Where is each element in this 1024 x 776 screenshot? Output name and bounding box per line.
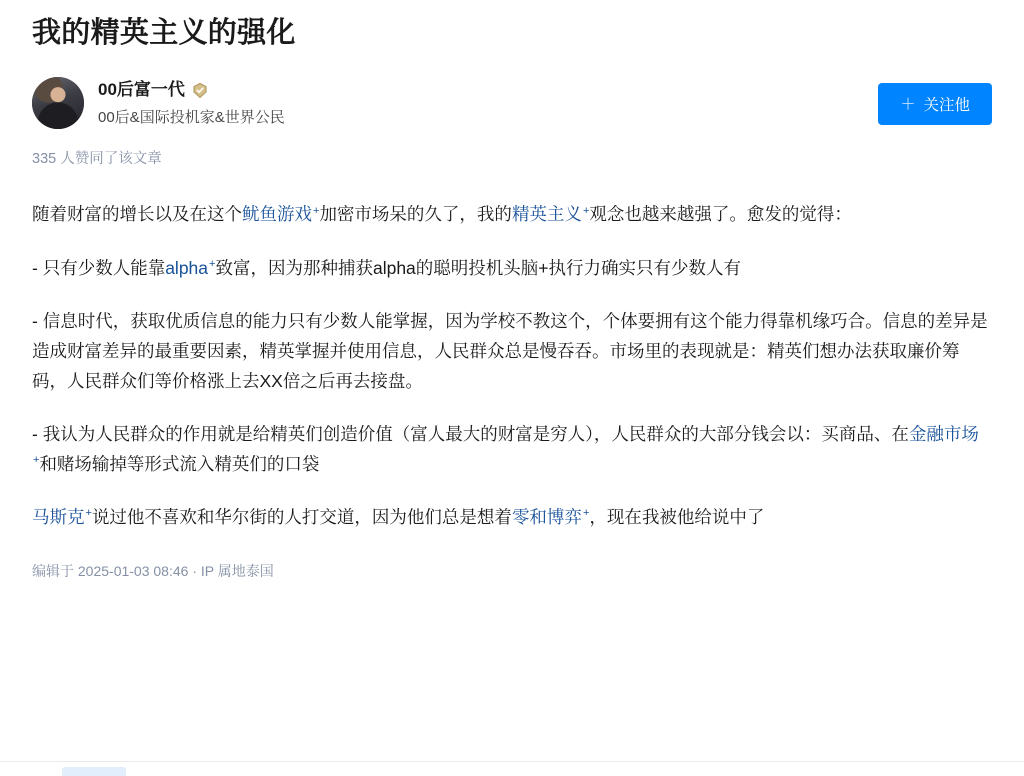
link-financial-market-label: 金融市场 <box>908 423 979 444</box>
p1-text-a: 随着财富的增长以及在这个 <box>32 204 242 225</box>
link-alpha-label: alpha <box>165 257 209 278</box>
link-elitism-label: 精英主义 <box>511 204 582 225</box>
paragraph-2 <box>32 253 992 283</box>
author-bio: 00后&国际投机家&世界公民 <box>98 109 285 127</box>
link-marker-icon: + <box>582 204 590 217</box>
link-musk-label: 马斯克 <box>32 507 85 528</box>
link-marker-icon: + <box>209 257 216 270</box>
paragraph-3: - 信息时代，获取优质信息的能力只有少数人能掌握，因为学校不教这个，个体要拥有这个能力得靠机缘巧合。信息的差异是造成财富差异的最重要因素，精英掌握并使用信息，人民群众总是慢吞吞。市场里的表现就是：精英们想办法获取廉价筹码，人民群众们等价格涨上去XX倍之后再去接盘。 <box>32 310 988 391</box>
link-squid-game-label: 鱿鱼游戏 <box>242 204 312 225</box>
author-row <box>32 77 992 129</box>
avatar-image <box>32 77 84 129</box>
page-title: 我的精英主义的强化 <box>32 17 296 49</box>
p4-text-a: - 我认为人民群众的作用就是给精英们创造价值（富人最大的财富是穷人），人民群众的大部分钱会以：买商品、在 <box>32 423 909 444</box>
link-marker-icon: + <box>582 507 590 520</box>
author-name-line <box>98 79 285 101</box>
article-content <box>32 199 992 532</box>
link-marker-icon: + <box>313 204 320 217</box>
paragraph-1 <box>32 199 992 229</box>
p5-text-b: ，现在我被他给说中了 <box>589 507 765 528</box>
link-alpha[interactable] <box>165 258 215 278</box>
follow-button-label: 关注他 <box>923 97 970 115</box>
bottom-action-bar <box>0 761 1024 776</box>
link-zero-sum-game-label: 零和博弈 <box>511 507 582 528</box>
author-name[interactable]: 00后富一代 <box>98 80 185 100</box>
p1-text-b: 加密市场呆的久了，我的 <box>319 204 512 225</box>
follow-author-button[interactable] <box>878 83 992 125</box>
link-musk[interactable] <box>32 507 92 527</box>
bottom-action-pill[interactable] <box>62 767 126 776</box>
p5-text-a: 说过他不喜欢和华尔街的人打交道，因为他们总是想着 <box>91 507 512 528</box>
link-squid-game[interactable] <box>242 204 319 224</box>
link-marker-icon: + <box>33 454 40 467</box>
avatar[interactable] <box>32 77 84 129</box>
p2-text-b: 致富，因为那种捕获alpha的聪明投机头脑+执行力确实只有少数人有 <box>215 257 742 278</box>
link-elitism[interactable] <box>512 204 589 224</box>
paragraph-4 <box>32 419 992 479</box>
plus-icon: ＋ <box>900 95 916 113</box>
author-meta <box>98 77 285 128</box>
p2-text-a: - 只有少数人能靠 <box>32 257 166 278</box>
link-marker-icon: + <box>85 507 92 520</box>
p1-text-c: 观念也越来越强了。愈发的觉得： <box>589 204 852 225</box>
link-zero-sum-game[interactable] <box>512 507 589 527</box>
verified-badge-icon <box>192 82 208 99</box>
paragraph-5 <box>32 502 992 532</box>
p4-text-b: 和赌场输掉等形式流入精英们的口袋 <box>39 454 320 474</box>
vote-count-text: 335 人赞同了该文章 <box>32 151 162 168</box>
edit-time-and-ip: 编辑于 2025-01-03 08:46 · IP 属地泰国 <box>32 563 274 580</box>
